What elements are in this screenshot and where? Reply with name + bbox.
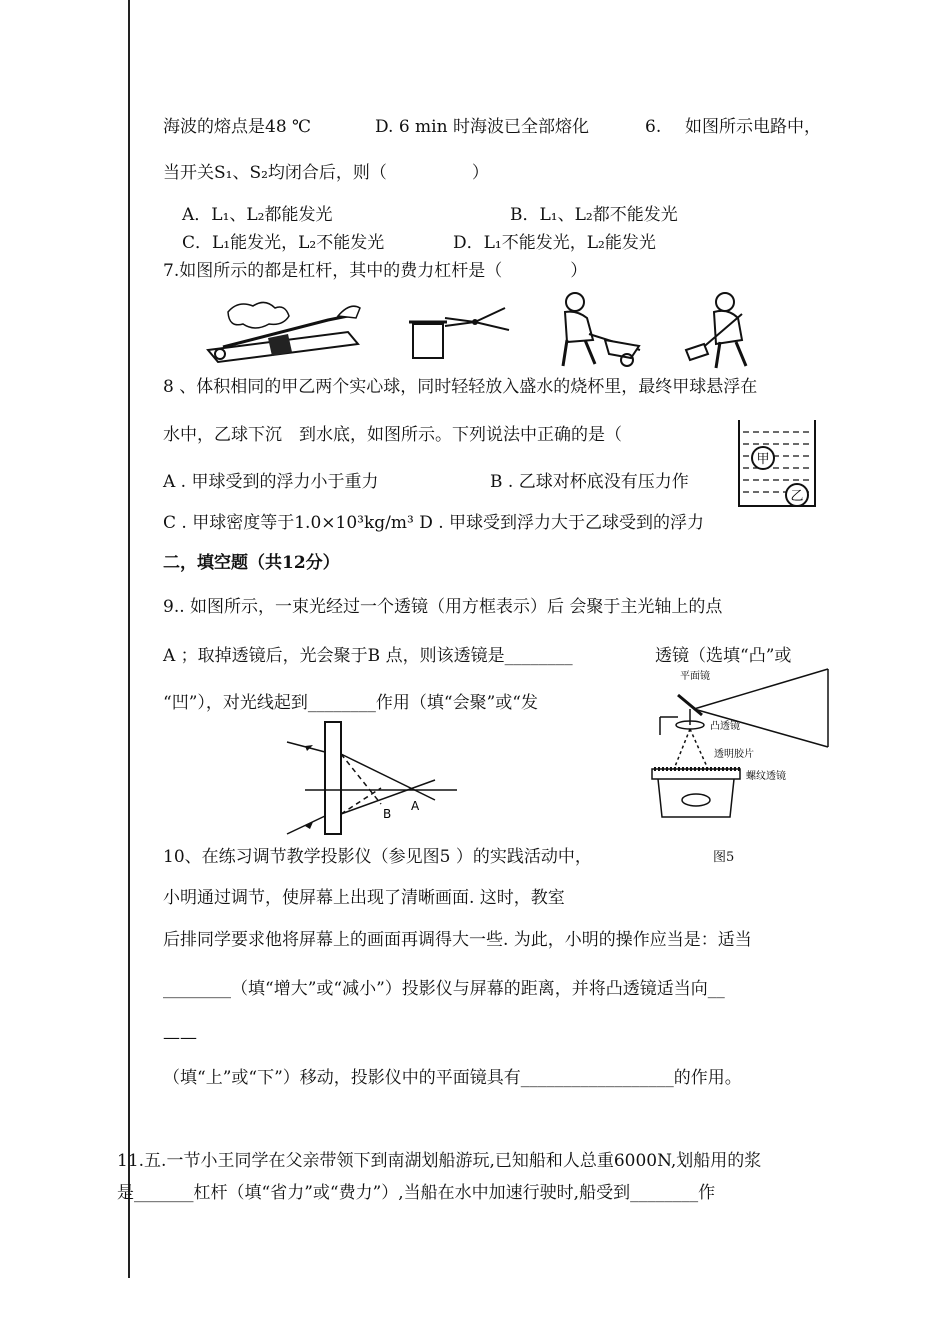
q6-intro: 如图所示电路中， bbox=[685, 117, 821, 137]
q6-option-d: D．L₁不能发光，L₂能发光 bbox=[453, 233, 656, 253]
q8-option-b: B . 乙球对杯底没有压力作 bbox=[490, 472, 689, 492]
q6-option-b: B．L₁、L₂都不能发光 bbox=[510, 205, 678, 225]
lever-cutter-figure bbox=[198, 292, 368, 367]
q6-option-a: A．L₁、L₂都能发光 bbox=[182, 205, 333, 225]
lens-box bbox=[325, 722, 341, 834]
q5-option-c: 海波的熔点是48 ℃ bbox=[163, 117, 312, 137]
q9-stem-line1: 9.. 如图所示，一束光经过一个透镜（用方框表示）后 会聚于主光轴上的点 bbox=[163, 597, 723, 617]
beaker-figure bbox=[735, 418, 820, 510]
q10-line6: （填“上”或“下”）移动，投影仪中的平面镜具有__________________的作用。 bbox=[163, 1068, 742, 1088]
q10-line4: ________（填“增大”或“减小”）投影仪与屏幕的距离，并将凸透镜适当向__ bbox=[163, 979, 725, 999]
q10-line3: 后排同学要求他将屏幕上的画面再调得大一些. 为此，小明的操作应当是：适当 bbox=[163, 930, 752, 950]
binding-margin-line bbox=[128, 0, 130, 1278]
q11-line1: 11.五.一节小王同学在父亲带领下到南湖划船游玩,已知船和人总重6000N,划船用的浆 bbox=[117, 1151, 762, 1171]
q10-line5: —— bbox=[163, 1028, 197, 1048]
q10-line1: 10、在练习调节教学投影仪（参见图5 ）的实践活动中， bbox=[163, 847, 592, 867]
label-convex-lens: 凸透镜 bbox=[710, 721, 740, 732]
q8-option-a: A . 甲球受到的浮力小于重力 bbox=[163, 472, 379, 492]
q8-stem-line2: 水中，乙球下沉 到水底，如图所示。下列说法中正确的是（ bbox=[163, 425, 622, 445]
q5-option-d: D. 6 min 时海波已全部熔化 bbox=[375, 117, 589, 137]
label-transparency-film: 透明胶片 bbox=[714, 749, 754, 760]
lens-ray-figure bbox=[285, 718, 460, 840]
figure-5-caption: 图5 bbox=[713, 850, 735, 865]
q6-number: 6. bbox=[645, 117, 662, 137]
lever-wheelbarrow-figure bbox=[545, 292, 650, 370]
lever-scissors-figure bbox=[405, 300, 525, 360]
ball-yi-label: 乙 bbox=[790, 489, 804, 504]
q11-line2: 是_______杠杆（填“省力”或“费力”）,当船在水中加速行驶时,船受到________作 bbox=[117, 1183, 716, 1203]
ball-jia-label: 甲 bbox=[756, 452, 770, 467]
projector-figure bbox=[650, 665, 840, 823]
q9-stem-line3: “凹”），对光线起到________作用（填“会聚”或“发 bbox=[163, 693, 538, 713]
q6-stem: 当开关S₁、S₂均闭合后，则（ ） bbox=[163, 163, 489, 183]
q9-stem-line2a: A ；取掉透镜后，光会聚于B 点，则该透镜是________ bbox=[163, 646, 573, 666]
q6-option-c: C．L₁能发光，L₂不能发光 bbox=[182, 233, 385, 253]
lever-shovel-figure bbox=[680, 292, 775, 370]
q7-stem: 7.如图所示的都是杠杆，其中的费力杠杆是（ ） bbox=[163, 261, 588, 281]
q9-stem-line2b: 透镜（选填“凸”或 bbox=[655, 646, 792, 666]
point-b-label: B bbox=[383, 807, 392, 821]
q8-option-c-d: C . 甲球密度等于1.0×10³kg/m³ D . 甲球受到浮力大于乙球受到的浮力 bbox=[163, 513, 705, 533]
point-a-label: A bbox=[411, 799, 420, 813]
label-plane-mirror: 平面镜 bbox=[680, 671, 710, 682]
q8-stem-line1: 8 、体积相同的甲乙两个实心球，同时轻轻放入盛水的烧杯里，最终甲球悬浮在 bbox=[163, 377, 758, 397]
label-fresnel-lens: 螺纹透镜 bbox=[746, 771, 786, 782]
q10-line2: 小明通过调节，使屏幕上出现了清晰画面. 这时，教室 bbox=[163, 888, 565, 908]
section-2-title: 二，填空题（共12分） bbox=[163, 553, 340, 573]
